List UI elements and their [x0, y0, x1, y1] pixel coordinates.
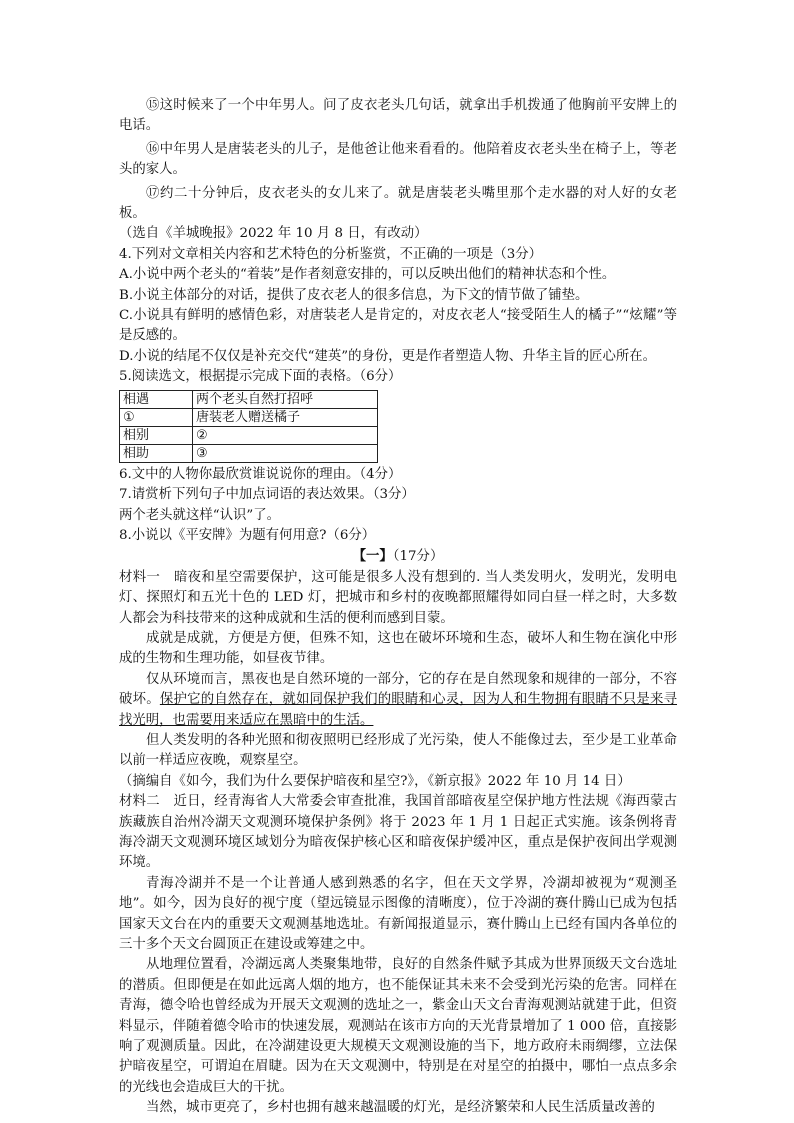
question-8: 8.小说以《平安牌》为题有何用意?（6分）: [119, 527, 376, 543]
question-4: 4.下列对文章相关内容和艺术特色的分析鉴赏，不正确的一项是（3分）: [119, 246, 543, 262]
question-7: 7.请赏析下列句子中加点词语的表达效果。（3分）: [119, 487, 415, 503]
material2-paragraph-2: 青海冷湖并不是一个让普通人感到熟悉的名字，但在天文学界，冷湖却被视为“观测圣地”。如今，因为良好的视宁度（望远镜显示图像的清晰度），位于冷湖的赛什腾山已成为包括国家天文台在内的重要天文观测基地选址。有新闻报道显示，赛什腾山上已经有国内各单位的三十多个天文台圆顶正在建设或筹建之中。: [119, 875, 677, 953]
material1-paragraph-4: 但人类发明的各种光照和彻夜照明已经形成了光污染，使人不能像过去，至少是工业革命以前一样适应夜晚，观察星空。: [119, 732, 677, 769]
document-page: [119, 96, 677, 1119]
story-source: （选自《羊城晚报》2022 年 10 月 8 日，有改动）: [119, 226, 428, 242]
story-paragraph-17: ⑰约二十分钟后，皮衣老头的女儿来了。就是唐装老头嘴里那个走水器的对人好的女老板。: [119, 185, 677, 222]
material1-paragraph-2: 成就是成就，方便是方便，但殊不知，这也在破坏环境和生态，破坏人和生物在演化中形成的生物和生理功能，如昼夜节律。: [119, 630, 677, 667]
table-row: [120, 444, 378, 462]
material1-paragraph-3: [119, 670, 677, 731]
table-row: [120, 426, 378, 444]
question-7-sentence: 两个老头就这样“认识”了。: [119, 507, 280, 523]
question-6: 6.文中的人物你最欣赏谁说说你的理由。（4分）: [119, 466, 402, 482]
material1-source: （摘编自《如今，我们为什么要保护暗夜和星空?》，《新京报》2022 年 10 月 14 日）: [119, 773, 631, 789]
material2-paragraph-4: 当然，城市更亮了，乡村也拥有越来越温暖的灯光，是经济繁荣和人民生活质量改善的: [146, 1100, 655, 1116]
table-cell: 唐装老人赠送橘子: [193, 408, 378, 426]
material2-paragraph-3: 从地理位置看，冷湖远离人类聚集地带，良好的自然条件赋予其成为世界顶级天文台选址的潜质。但即便是在如此远离人烟的地方，也不能保证其未来不会受到光污染的危害。同样在青海，德令哈也曾经成为开展天文观测的选址之一，紫金山天文台青海观测站就建于此，但资料显示，伴随着德令哈市的快速发展，观测站在该市方向的天光背景增加了 1 000 倍，直接影响了观测质量。因此，在冷湖建设更大规模天文观测设施的当下，地方政府未雨绸缪，立法保护暗夜星空，可谓迫在眉睫。因为在天文观测中，特别是在对星空的拍摄中，哪怕一点点多余的光线也会造成巨大的干扰。: [119, 957, 677, 1095]
story-paragraph-16: ⑯中年男人是唐装老头的儿子，是他爸让他来看看的。他陪着皮衣老头坐在椅子上，等老头的家人。: [119, 141, 677, 178]
table-cell: 两个老头自然打招呼: [193, 390, 378, 408]
table-cell: 相别: [120, 426, 193, 444]
material1-paragraph-3-plain: 仅从环境而言，黑夜也是自然环境的一部分，它的存在是自然现象和规律的一部分，不容破坏。: [119, 671, 677, 708]
story-paragraph-15: ⑮这时候来了一个中年男人。问了皮衣老头几句话，就拿出手机拨通了他胸前平安牌上的电话。: [119, 98, 677, 134]
material2-paragraph-1: 材料二 近日，经青海省人大常委会审查批准，我国首部暗夜星空保护地方性法规《海西蒙古族藏族自治州冷湖天文观测环境保护条例》将于 2023 年 1 月 1 日起正式实施。该条例将青海冷湖天文观测环境区域划分为暗夜保护核心区和暗夜保护缓冲区，重点是保护夜间出学观测环境。: [119, 794, 677, 871]
question-4-option-a: A.小说中两个老头的“着装”是作者刻意安排的，可以反映出他们的精神状态和个性。: [119, 267, 616, 283]
table-cell: 相遇: [120, 390, 193, 408]
section-heading: [119, 546, 677, 567]
question-5: 5.阅读选文，根据提示完成下面的表格。（6分）: [119, 369, 402, 385]
table-cell: ③: [193, 444, 378, 462]
table-cell: ②: [193, 426, 378, 444]
material1-paragraph-1: 材料一 暗夜和星空需要保护，这可能是很多人没有想到的. 当人类发明火，发明光，发明电灯、探照灯和五光十色的 LED 灯，把城市和乡村的夜晚都照耀得如同白昼一样之时，大多数人都会为科技带来的这种成就和生活的便利而感到目蒙。: [119, 569, 677, 626]
question-4-option-d: D.小说的结尾不仅仅是补充交代“建英”的身份，更是作者塑造人物、升华主旨的匠心所在。: [119, 348, 657, 364]
table-cell: ①: [120, 408, 193, 426]
section-score: （17分）: [392, 549, 444, 565]
question-5-table: [119, 390, 378, 463]
table-row: [120, 408, 378, 426]
section-title: 【一】: [352, 548, 393, 565]
table-cell: 相助: [120, 444, 193, 462]
underlined-sentence: 保护它的自然存在，就如同保护我们的眼睛和心灵，因为人和生物拥有眼睛不只是来寻找光明，也需要用来适应在黑暗中的生活。: [119, 692, 678, 728]
table-row: [120, 390, 378, 408]
question-4-option-c: C.小说具有鲜明的感情色彩，对唐装老人是肯定的，对皮衣老人“接受陌生人的橘子”“炫耀”等是反感的。: [119, 308, 677, 344]
question-4-option-b: B.小说主体部分的对话，提供了皮衣老人的很多信息，为下文的情节做了铺垫。: [119, 287, 589, 303]
